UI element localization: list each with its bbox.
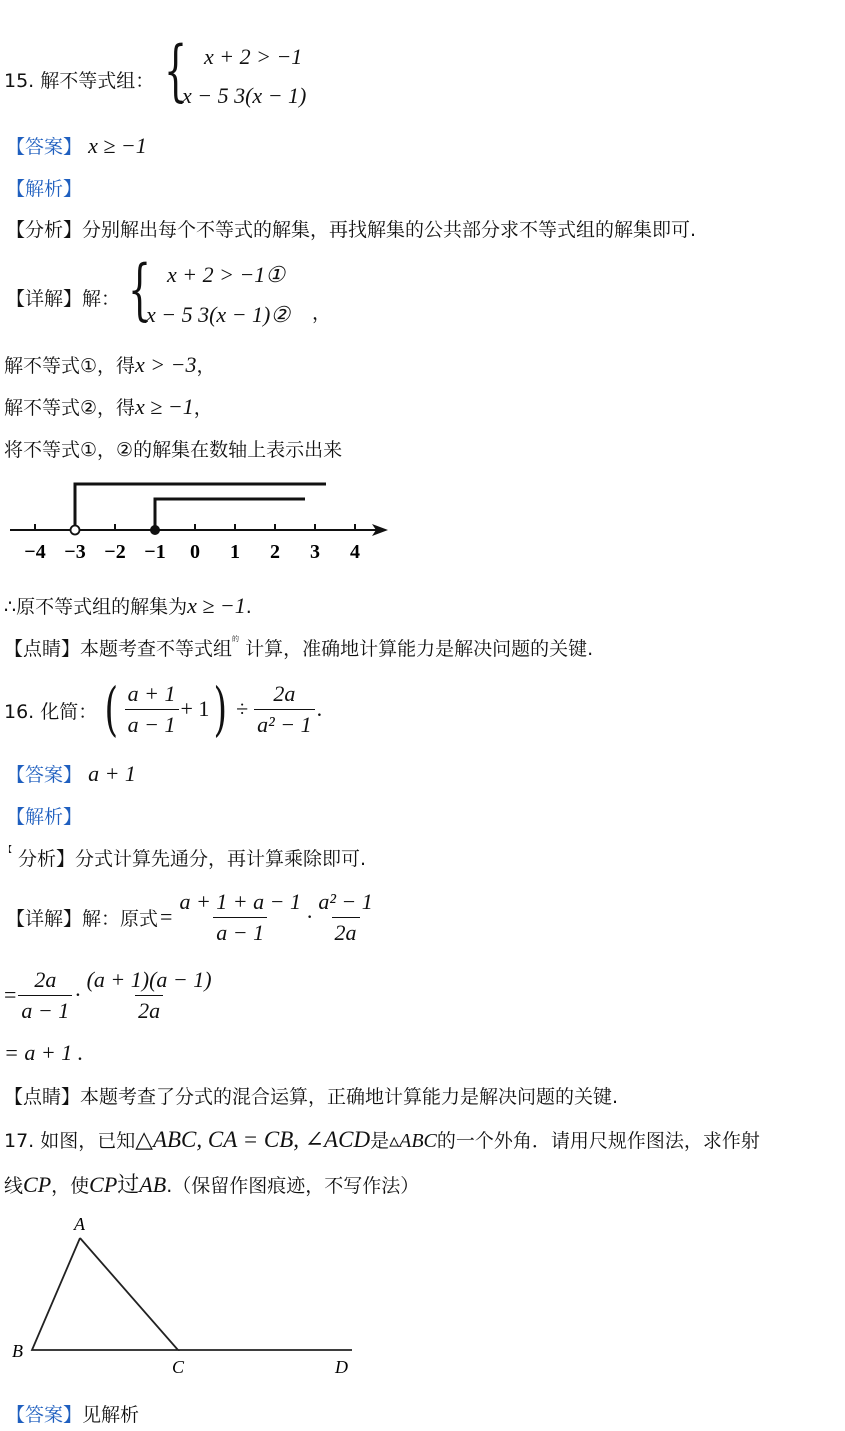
q15-fenxi: 【分析】分别解出每个不等式的解集，再找解集的公共部分求不等式组的解集即可. xyxy=(6,219,697,241)
q17-ab: AB xyxy=(139,1172,167,1197)
bracket-x-gt-neg3 xyxy=(75,484,326,530)
q15-sys2: x − 5 3(x − 1)② xyxy=(146,302,291,327)
q15-eq1: x + 2 > −1 xyxy=(204,44,303,69)
l2-frac2 xyxy=(84,967,215,1024)
q17-pre: 17. 如图，已知 xyxy=(4,1130,136,1152)
frac1-den: a − 1 xyxy=(125,709,179,738)
l2-den1: a − 1 xyxy=(18,995,72,1024)
d2-frac xyxy=(315,889,375,946)
q15-answer-row xyxy=(6,132,147,159)
l2-num1: 2a xyxy=(34,966,57,992)
q17-answer: 见解析 xyxy=(82,1404,140,1426)
label-a: A xyxy=(74,1214,85,1234)
plus-one: + 1 xyxy=(180,696,210,721)
q15-step1 xyxy=(4,351,216,378)
bracket-x-ge-neg1 xyxy=(155,499,305,530)
q15-sys-comma: ， xyxy=(312,302,332,324)
l2-num2: (a + 1)(a − 1) xyxy=(86,966,212,992)
q15-sys1: x + 2 > −1① xyxy=(167,262,286,287)
d1-den: a − 1 xyxy=(213,917,267,946)
step2-end: ， xyxy=(193,397,213,419)
number-line-tick-label: −3 xyxy=(64,541,86,563)
q17-guo: 过 xyxy=(117,1173,140,1198)
step1-math: x > −3 xyxy=(135,352,197,377)
conclusion-end: . xyxy=(245,596,252,618)
q15-xiangjie-label: 【详解】解： xyxy=(6,288,121,310)
q17-cp2: CP xyxy=(89,1172,118,1197)
q15-dianjing xyxy=(4,634,593,661)
number-line xyxy=(0,470,400,570)
answer-tag: 【答案】 xyxy=(6,1404,83,1426)
q17-line2-post: .（保留作图痕迹，不写作法） xyxy=(166,1175,420,1197)
l2-eq: = xyxy=(4,982,17,1007)
dianjing-text: 【点睛】本题考查不等式组 xyxy=(4,638,233,660)
q16-xiangjie-line1 xyxy=(6,884,378,950)
eq-sign: = xyxy=(160,904,173,929)
q16-fenxi xyxy=(4,844,366,871)
d2-num: a² − 1 xyxy=(318,888,373,914)
conclusion-math: x ≥ −1 xyxy=(187,593,246,618)
l2-den2: 2a xyxy=(135,995,163,1024)
q17-line1 xyxy=(4,1126,760,1153)
xiangjie-label: 【详解】解：原式 xyxy=(6,907,159,930)
dot-sign: · xyxy=(305,904,314,929)
step1-text: 解不等式①，得 xyxy=(4,355,136,377)
q17-line2 xyxy=(4,1168,419,1199)
q16-answer: a + 1 xyxy=(88,761,136,786)
q16-frac1 xyxy=(125,681,179,738)
step2-text: 解不等式②，得 xyxy=(4,397,136,419)
q17-math2: ▵ABC xyxy=(389,1130,437,1152)
number-line-tick-label: 3 xyxy=(310,541,320,563)
q17-cp: CP xyxy=(23,1172,52,1197)
number-line-tick-label: 4 xyxy=(350,541,360,563)
q15-step3: 将不等式①，②的解集在数轴上表示出来 xyxy=(4,439,343,461)
l2-dot: · xyxy=(74,982,82,1007)
left-paren: ( xyxy=(104,675,119,743)
q17-post: 的一个外角．请用尺规作图法，求作射 xyxy=(436,1130,760,1152)
q16-xiangjie-line2 xyxy=(4,962,217,1028)
q16-dianjing: 【点睛】本题考查了分式的混合运算，正确地计算能力是解决问题的关键. xyxy=(4,1086,619,1108)
number-line-tick-label: −4 xyxy=(24,541,46,563)
divide-sign: ÷ xyxy=(236,696,249,721)
closed-point-neg1 xyxy=(150,525,160,535)
q16-answer-row xyxy=(6,760,136,787)
q16-line3: = a + 1 . xyxy=(4,1040,84,1065)
step2-math: x ≥ −1 xyxy=(135,394,194,419)
answer-tag: 【答案】 xyxy=(6,764,83,786)
number-line-tick-label: 2 xyxy=(270,541,280,563)
triangle-abc xyxy=(32,1238,178,1350)
q17-answer-row xyxy=(6,1400,139,1427)
number-line-tick-label: 1 xyxy=(230,541,240,563)
number-line-tick-label: 0 xyxy=(190,541,200,563)
frac1-num: a + 1 xyxy=(127,680,176,706)
d2-den: 2a xyxy=(332,917,360,946)
triangle-figure xyxy=(0,1205,380,1390)
frac2-num: 2a xyxy=(273,680,296,706)
q15-jiexi: 【解析】 xyxy=(6,178,83,200)
d1-num: a + 1 + a − 1 xyxy=(179,888,301,914)
frac2-den: a² − 1 xyxy=(254,709,314,738)
q15-eq2: x − 5 3(x − 1) xyxy=(182,83,307,108)
conclusion-text: ∴原不等式组的解集为 xyxy=(4,596,188,618)
open-point-neg3 xyxy=(71,526,80,535)
q16-label: 16. 化简： xyxy=(4,701,98,723)
q17-line2-pre: 线 xyxy=(4,1175,24,1197)
l2-frac1 xyxy=(18,967,72,1024)
fenxi-text: 分析】分式计算先通分，再计算乘除即可. xyxy=(18,848,367,870)
number-line-tick-label: −2 xyxy=(104,541,126,563)
q15-answer: x ≥ −1 xyxy=(88,133,147,158)
q15-sys-brace: { xyxy=(128,251,152,328)
q17-line2-mid: ，使 xyxy=(51,1175,90,1197)
label-c: C xyxy=(172,1357,185,1377)
label-d: D xyxy=(335,1357,348,1377)
q17-mid: 是 xyxy=(370,1130,390,1152)
q15-brace: { xyxy=(164,32,188,109)
q15-step2 xyxy=(4,393,213,420)
fenxi-mark: 【 xyxy=(4,845,12,854)
dianjing-rest: 计算，准确地计算能力是解决问题的关键. xyxy=(245,638,594,660)
d1-frac xyxy=(176,889,304,946)
q16-jiexi: 【解析】 xyxy=(6,806,83,828)
dianjing-small: 的 xyxy=(232,635,240,643)
q15-label: 15. 解不等式组： xyxy=(4,70,155,92)
q17-math1: △ABC, CA = CB, ∠ACD xyxy=(135,1127,371,1152)
right-paren: ) xyxy=(213,675,228,743)
q16-frac2 xyxy=(254,681,314,738)
step1-end: ， xyxy=(196,355,216,377)
q16-expression xyxy=(100,674,322,744)
label-b: B xyxy=(12,1341,23,1361)
number-line-tick-label: −1 xyxy=(144,541,166,563)
answer-tag: 【答案】 xyxy=(6,136,83,158)
q16-period: . xyxy=(316,696,323,721)
q15-conclusion xyxy=(4,592,252,619)
